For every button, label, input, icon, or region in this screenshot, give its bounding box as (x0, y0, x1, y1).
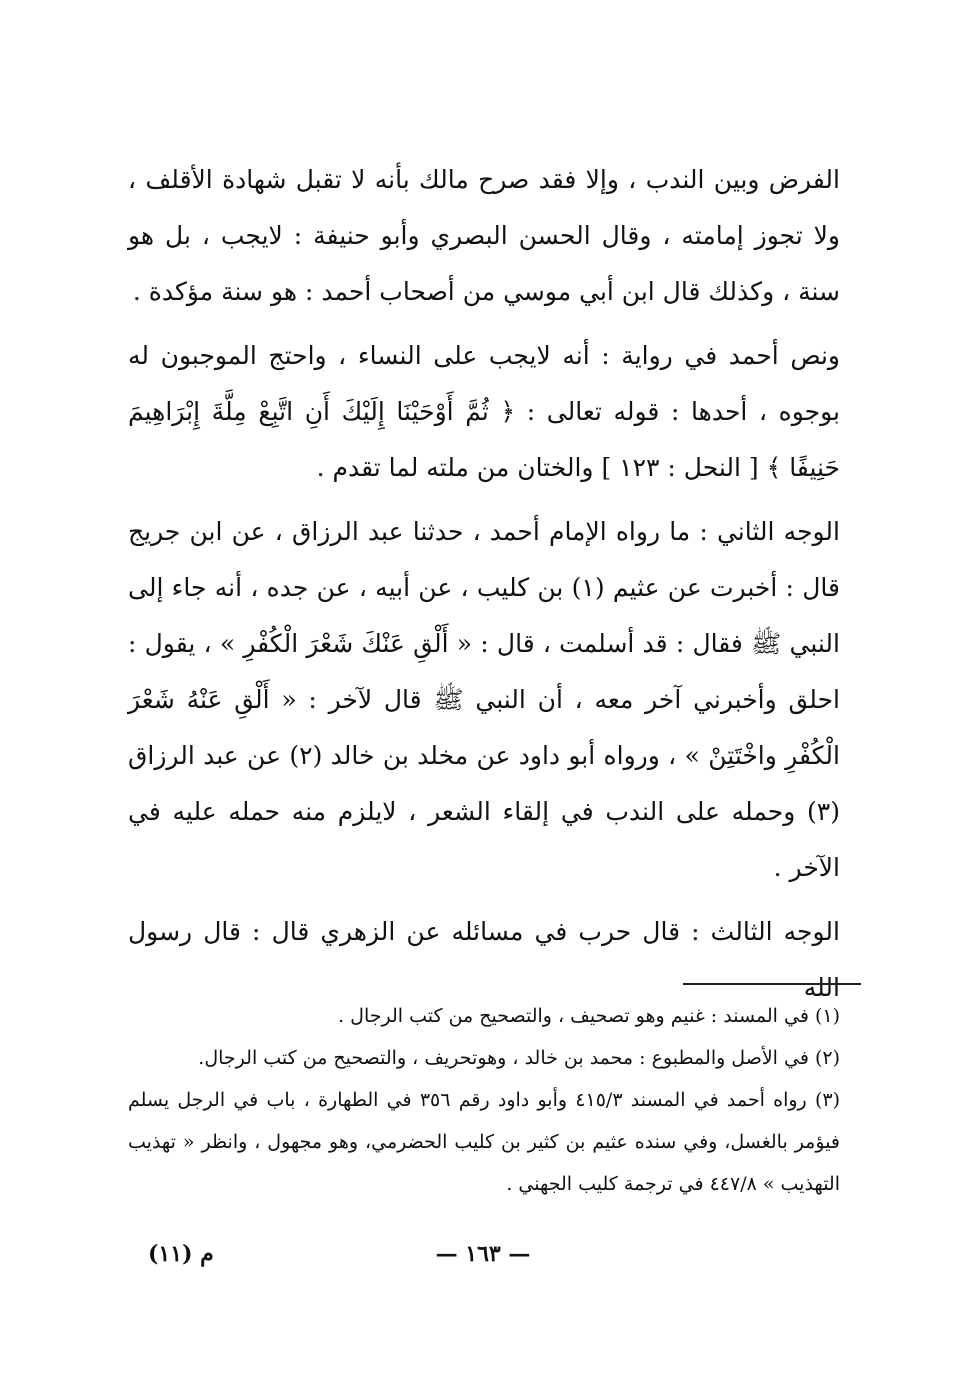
footnote-1: (١) في المسند : غنيم وهو تصحيف ، والتصحيح من كتب الرجال . (338, 1005, 840, 1027)
footnotes (128, 995, 840, 1205)
footnote-2: (٢) في الأصل والمطبوع : محمد بن خالد ، وهوتحريف ، والتصحيح من كتب الرجال. (198, 1047, 840, 1069)
signature-mark: م (١١) (148, 1241, 214, 1267)
footnote-3: (٣) رواه أحمد في المسند ٤١٥/٣ وأبو داود رقم ٣٥٦ في الطهارة ، باب في الرجل يسلم فيؤمر بالغسل، وفي سنده عثيم بن كثير بن كليب الحضرمي، وهو مجهول ، وانظر « تهذيب التهذيب » ٤٤٧/٨ في ترجمة كليب الجهني . (128, 1089, 841, 1195)
paragraph-4: الوجه الثالث : قال حرب في مسائله عن الزهري قال : قال رسول الله (128, 917, 840, 1002)
paragraph-3: الوجه الثاني : ما رواه الإمام أحمد ، حدثنا عبد الرزاق ، عن ابن جريج قال : أخبرت عن عثيم (١) بن كليب ، عن أبيه ، عن جده ، أنه جاء إلى النبي ﷺ فقال : قد أسلمت ، قال : « أَلْقِ عَنْكَ شَعْرَ الْكُفْرِ » ، يقول : احلق وأخبرني آخر معه ، أن النبي ﷺ قال لآخر : « أَلْقِ عَنْهُ شَعْرَ الْكُفْرِ واخْتَتِنْ » ، ورواه أبو داود عن مخلد بن خالد (٢) عن عبد الرزاق (٣) وحمله على الندب في إلقاء الشعر ، لايلزم منه حمله عليه في الآخر . (128, 517, 840, 882)
page-number: — ١٦٣ — (435, 1241, 531, 1267)
paragraph-2: ونص أحمد في رواية : أنه لايجب على النساء ، واحتج الموجبون له بوجوه ، أحدها : قوله تعالى : ﴿ ثُمَّ أَوْحَيْنَا إِلَيْكَ أَنِ اتَّبِعْ مِلَّةَ إِبْرَاهِيمَ حَنِيفًا ﴾ [ النحل : ١٢٣ ] والختان من ملته لما تقدم . (128, 341, 841, 482)
footnote-separator (683, 983, 861, 985)
page-footer (128, 1234, 840, 1274)
paragraph-1: الفرض وبين الندب ، وإلا فقد صرح مالك بأنه لا تقبل شهادة الأقلف ، ولا تجوز إمامته ، وقال الحسن البصري وأبو حنيفة : لايجب ، بل هو سنة ، وكذلك قال ابن أبي موسي من أصحاب أحمد : هو سنة مؤكدة . (128, 165, 840, 306)
main-text (128, 152, 840, 1016)
